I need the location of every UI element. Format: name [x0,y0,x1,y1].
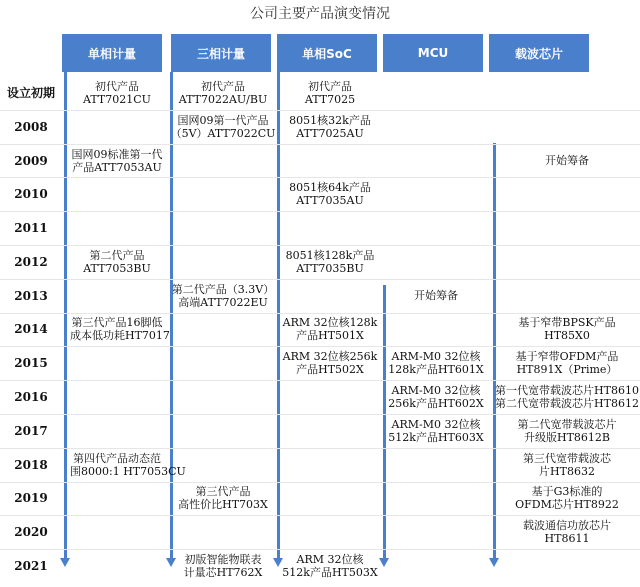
product-line: 成本低功耗HT7017 [70,329,170,342]
product-line: 升级版HT8612B [523,431,610,444]
year-label: 2020 [14,525,48,539]
product-line: 初代产品 [201,80,245,93]
row-divider [0,313,640,314]
product-line: ARM-M0 32位核 [391,418,481,431]
row-divider [0,245,640,246]
product-cell-single [70,80,164,106]
product-line: （5V）ATT7022CU [170,127,276,140]
product-cell-plc [494,418,640,444]
product-line: ATT7025 [304,93,356,106]
product-line: ATT7021CU [83,93,151,106]
product-line: ATT7025AU [296,127,364,140]
product-line: 第二代产品 [89,249,145,262]
product-line: 第二代宽带载波芯片HT8612 [495,397,639,410]
product-cell-mcu [382,418,490,444]
product-line: HT8611 [544,532,590,545]
product-cell-plc [494,316,640,342]
product-cell-soc [280,249,380,275]
product-line: 开始筹备 [545,154,589,167]
product-cell-mcu [382,289,490,302]
product-cell-soc [280,316,380,342]
product-cell-soc [280,350,380,376]
header-single-soc: 单相SoC [277,34,377,72]
row-divider [0,144,640,145]
product-line: 高端ATT7022EU [178,296,268,309]
row-divider [0,211,640,212]
product-cell-plc [494,384,640,410]
year-label: 2021 [14,559,48,573]
product-line: 8051核32k产品 [289,114,371,127]
product-line: 512k产品HT503X [282,566,378,579]
product-line: 国网09标准第一代 [71,148,163,161]
product-line: HT891X（Prime） [516,363,618,376]
product-line: 第四代产品动态范 [73,452,161,465]
row-divider [0,448,640,449]
year-label: 2018 [14,458,48,472]
product-cell-three [170,283,276,309]
product-line: 产品HT502X [296,363,364,376]
product-line: OFDM芯片HT8922 [515,498,619,511]
product-cell-soc [280,553,380,579]
year-label: 2017 [14,424,48,438]
year-label: 2015 [14,356,48,370]
product-cell-single [70,452,186,478]
product-line: 初代产品 [95,80,139,93]
row-divider [0,549,640,550]
product-line: 512k产品HT603X [388,431,484,444]
product-cell-mcu [382,384,490,410]
product-line: ATT7022AU/BU [178,93,268,106]
product-line: ARM 32位核256k [282,350,378,363]
product-cell-plc [494,485,640,511]
product-cell-single [70,148,164,174]
product-line: 产品ATT7053AU [72,161,162,174]
product-line: HT85X0 [544,329,590,342]
header-single-phase: 单相计量 [62,34,162,72]
product-cell-soc [280,181,380,207]
product-line: ATT7035AU [296,194,364,207]
product-cell-single [70,316,170,342]
product-line: ATT7035BU [296,262,364,275]
product-cell-single [70,249,164,275]
product-line: 第二代产品（3.3V） [171,283,275,296]
product-line: 基于窄带OFDM产品 [515,350,619,363]
product-line: 8051核128k产品 [285,249,375,262]
product-line: 产品HT501X [296,329,364,342]
product-line: 8051核64k产品 [289,181,371,194]
row-divider [0,380,640,381]
year-label: 2014 [14,322,48,336]
product-line: ARM-M0 32位核 [391,350,481,363]
chart-title: 公司主要产品演变情况 [250,6,390,22]
year-label: 设立初期 [6,86,55,100]
product-line: 国网09第一代产品 [177,114,269,127]
product-line: 围8000:1 HT7053CU [70,465,186,478]
header-mcu: MCU [383,34,483,72]
product-cell-mcu [382,350,490,376]
product-cell-three [170,553,276,579]
product-cell-plc [494,519,640,545]
product-line: 初版智能物联表 [184,553,262,566]
year-label: 2008 [14,120,48,134]
row-divider [0,346,640,347]
product-line: ATT7053BU [83,262,151,275]
row-divider [0,414,640,415]
product-line: 128k产品HT601X [388,363,484,376]
product-cell-soc [280,114,380,140]
year-label: 2019 [14,491,48,505]
product-line: 载波通信功放芯片 [523,519,611,532]
product-line: 基于窄带BPSK产品 [518,316,616,329]
product-line: 256k产品HT602X [388,397,484,410]
product-cell-plc [494,452,640,478]
product-line: 计量芯HT762X [183,566,263,579]
row-divider [0,279,640,280]
product-line: 第三代产品 [195,485,251,498]
product-line: 第一代宽带载波芯片HT8610 [495,384,639,397]
product-line: 高性价比HT703X [178,498,268,511]
row-divider [0,110,640,111]
product-line: 第三代产品16脚低 [71,316,163,329]
year-label: 2013 [14,289,48,303]
product-cell-three [170,80,276,106]
product-cell-soc [280,80,380,106]
row-divider [0,482,640,483]
product-line: 开始筹备 [414,289,458,302]
year-label: 2011 [14,221,48,235]
year-label: 2010 [14,187,48,201]
product-line: 片HT8632 [539,465,595,478]
year-label: 2009 [14,154,48,168]
product-line: 基于G3标准的 [531,485,603,498]
product-line: ARM 32位核 [296,553,364,566]
header-three-phase: 三相计量 [171,34,271,72]
header-plc: 载波芯片 [489,34,589,72]
timeline-arrow-single-phase [64,72,67,559]
row-divider [0,515,640,516]
product-line: 第三代宽带载波芯 [523,452,611,465]
year-label: 2012 [14,255,48,269]
year-label: 2016 [14,390,48,404]
product-line: 初代产品 [308,80,352,93]
product-line: ARM 32位核128k [282,316,378,329]
product-cell-plc [494,350,640,376]
product-cell-plc [494,154,640,167]
product-line: ARM-M0 32位核 [391,384,481,397]
product-cell-three [170,114,276,140]
product-cell-three [170,485,276,511]
product-line: 第二代宽带载波芯片 [517,418,617,431]
row-divider [0,177,640,178]
